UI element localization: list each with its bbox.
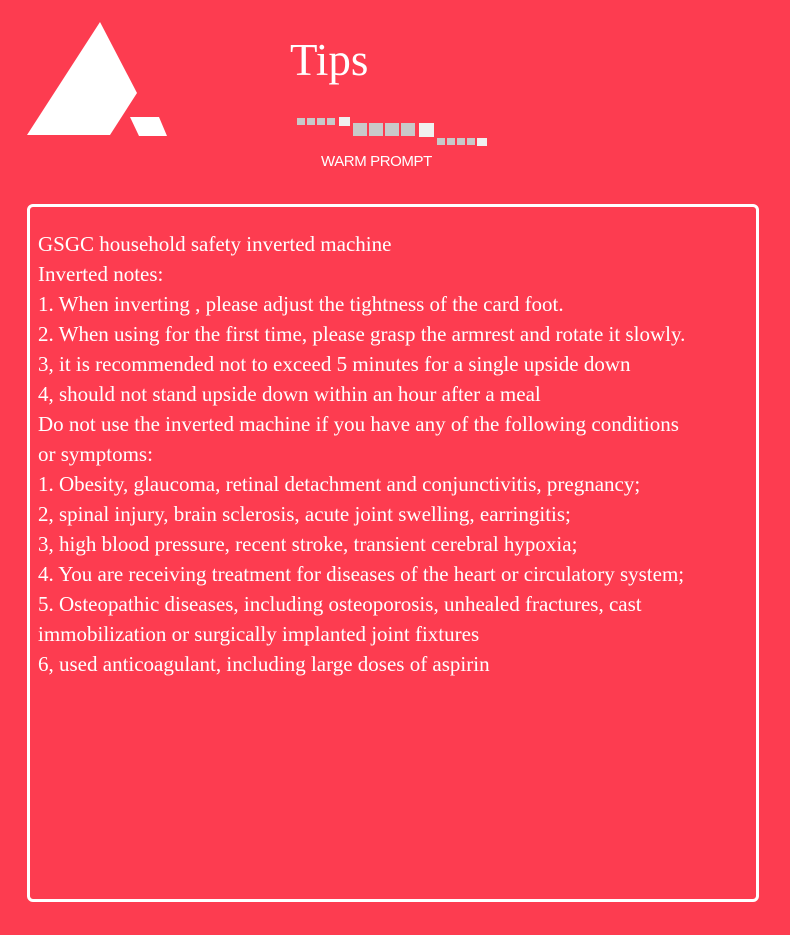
text-line: 2. When using for the first time, please grasp the armrest and rotate it slowly. (38, 322, 686, 346)
text-line: GSGC household safety inverted machine (38, 232, 392, 256)
text-line: or symptoms: (38, 442, 153, 466)
text-line: 6, used anticoagulant, including large doses of aspirin (38, 652, 490, 676)
text-line: 3, it is recommended not to exceed 5 minutes for a single upside down (38, 352, 631, 376)
subtitle: WARM PROMPT (321, 153, 432, 170)
text-line: 4, should not stand upside down within an hour after a meal (38, 382, 541, 406)
text-line: 4. You are receiving treatment for diseases of the heart or circulatory system; (38, 562, 685, 586)
text-line: Do not use the inverted machine if you have any of the following conditions (38, 412, 679, 436)
notes-text (38, 229, 778, 679)
text-line: Inverted notes: (38, 262, 164, 286)
triangle-logo-icon (27, 20, 169, 138)
text-line: 3, high blood pressure, recent stroke, transient cerebral hypoxia; (38, 532, 578, 556)
text-line: immobilization or surgically implanted joint fixtures (38, 622, 480, 646)
text-line: 5. Osteopathic diseases, including osteoporosis, unhealed fractures, cast (38, 592, 642, 616)
page-title: Tips (290, 35, 369, 85)
text-line: 1. Obesity, glaucoma, retinal detachment and conjunctivitis, pregnancy; (38, 472, 641, 496)
pixel-bar-icon (297, 115, 489, 149)
text-line: 2, spinal injury, brain sclerosis, acute joint swelling, earringitis; (38, 502, 571, 526)
text-line: 1. When inverting , please adjust the tightness of the card foot. (38, 292, 564, 316)
